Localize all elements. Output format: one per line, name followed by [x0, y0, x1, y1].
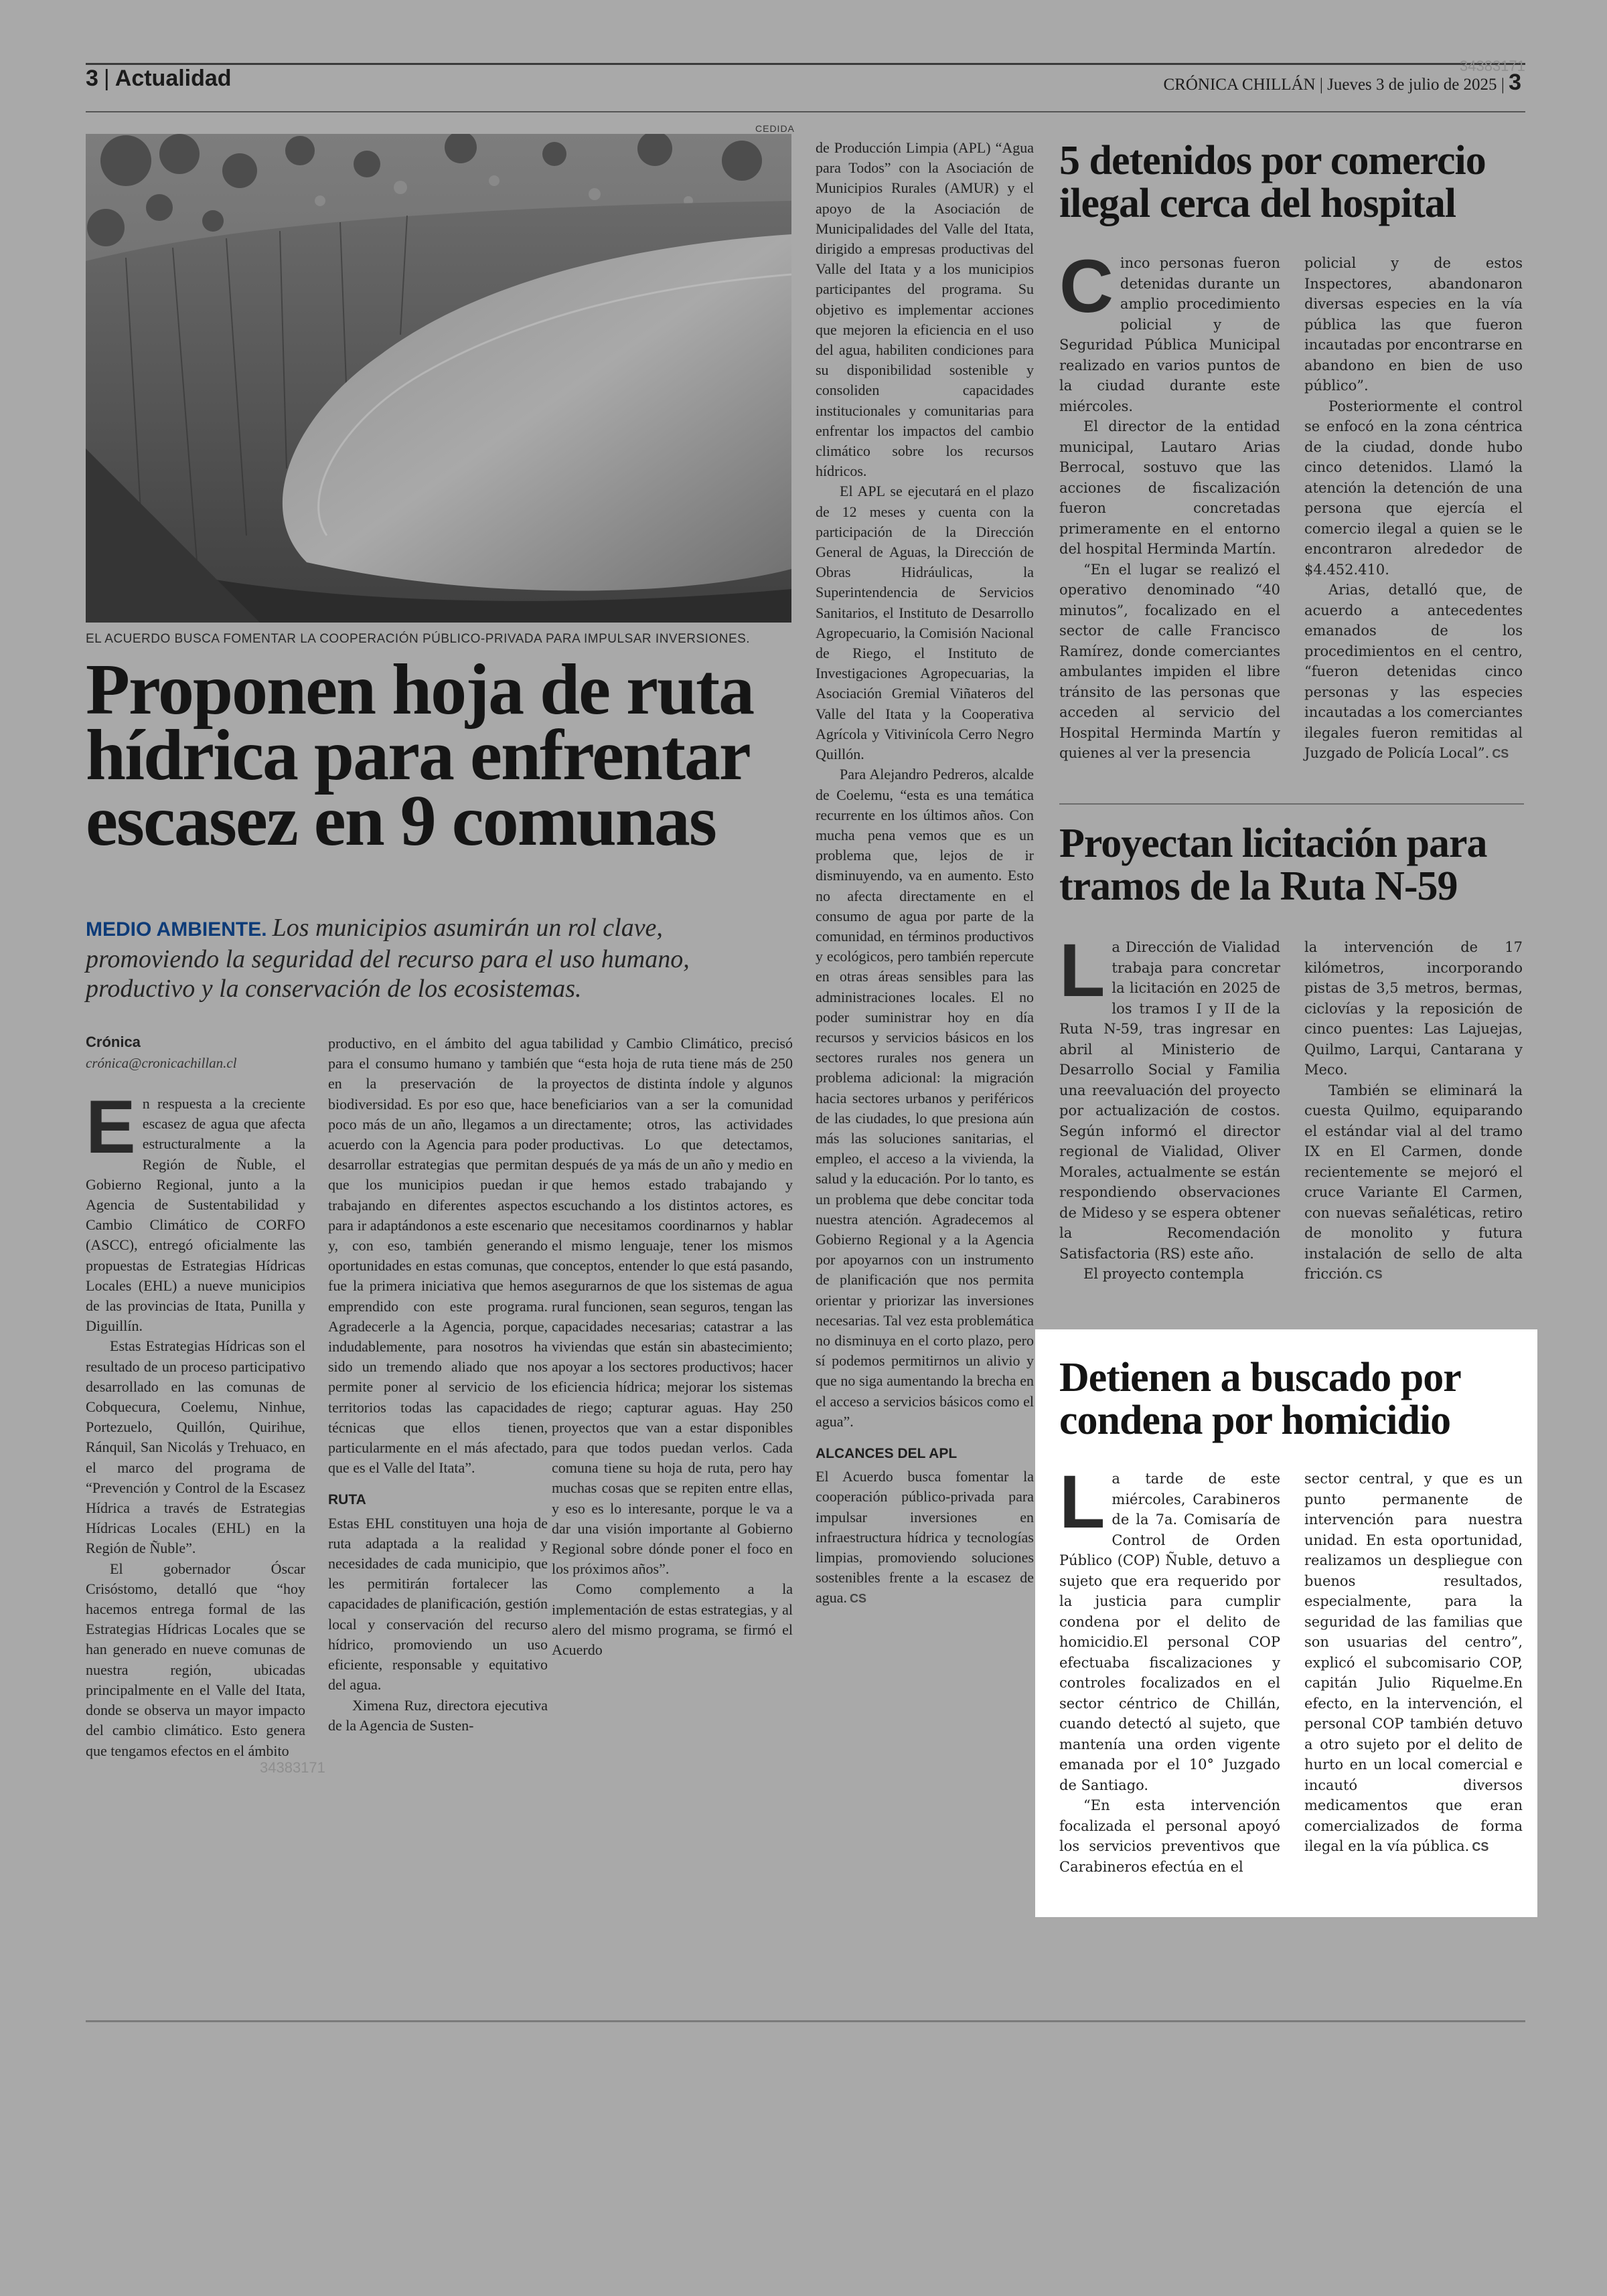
reservoir-photo	[86, 134, 791, 623]
story-divider	[1059, 803, 1524, 805]
subhead-alcances: ALCANCES DEL APL	[816, 1446, 958, 1461]
section-kicker: MEDIO AMBIENTE.	[86, 918, 267, 940]
issue-date: Jueves 3 de julio de 2025	[1327, 76, 1497, 94]
body-paragraph: La Dirección de Vialidad trabaja para concretar la licitación en 2025 de los tramos I y II de la Ruta N-59, tras ingresar en abril al Ministerio de Desarrollo Social y Familia una reevaluación del proyecto por actualización de costos. Según informó el director regional de Vialidad, Oliver Morales, actualmente se están respondiendo observaciones de Mideso y se espera obtener la Recomendación Satisfactoria (RS) este año.	[1059, 928, 1280, 1262]
body-paragraph: Como complemento a la implementación de estas estrategias, y al alero del mismo programa, se firmó el Acuerdo	[552, 1580, 793, 1659]
body-paragraph: El APL se ejecutará en el plazo de 12 meses y cuenta con la participación de la Dirección General de Aguas, la Dirección de Obras Hidráulicas, la Superintendencia de Servicios Sanitarios, el Instituto de Desarrollo Agropecuario, la Comisión Nacional de Riego, el Instituto de Investigaciones Agropecuarias, la Asociación Gremial Viñateros del Valle del Itata y la Cooperativa Agrícola y Vitivinícola Cerro Negro Quillón.	[816, 483, 1034, 763]
main-body-column-2	[328, 1034, 548, 1736]
publication-header: CRÓNICA CHILLÁN | Jueves 3 de julio de 2025 | 3	[1163, 70, 1521, 95]
body-paragraph: tabilidad y Cambio Climático, precisó que “esta hoja de ruta tiene más de 250 proyectos de distinta índole y algunos beneficiarios van a ser la comunidad directamente; otros, las actividades productivas. Lo que detectamos, después de ya más de un año y medio en que hemos estado trabajando y escuchando a los distintos actores, es que necesitamos coordinarnos y hablar el mismo lenguaje, tener los mismos conceptos, entender lo que está pasando, asegurarnos de que los sistemas de agua rural funcionen, sean seguros, tengan las capacidades necesarias; catastrar a las viviendas que están sin abastecimiento; apoyar a los sectores productivos; hacer eficiencia hídrica; mejorar los sistemas de riego; capturar aguas. Hay 250 proyectos que van a estar disponibles para que todos puedan verlos. Cada comuna tiene su hoja de ruta, pero hay muchas cosas que se repiten entre ellas, y eso es lo interesante, porque le va a dar una visión importante al Gobierno Regional sobre dónde poner el foco en los próximos años”.	[552, 1035, 793, 1578]
section-header: 3 | Actualidad	[86, 66, 232, 91]
lede-text: Los municipios asumirán un rol clave, promoviendo la seguridad del recurso para el uso humano, productivo y la conservación de los ecosistemas.	[86, 914, 690, 1003]
body-paragraph: Ximena Ruz, directora ejecutiva de la Agencia de Susten-	[328, 1696, 548, 1734]
main-body-column-1	[86, 1085, 305, 1761]
body-paragraph: la intervención de 17 kilómetros, incorporando pistas de 3,5 metros, bermas, ciclovías y la reposición de cinco puentes: Las Lajuejas, Quilmo, Larqui, Cantarana y Meco.	[1304, 939, 1523, 1078]
body-paragraph: El Acuerdo busca fomentar la cooperación público-privada para impulsar inversiones en infraestructura hídrica y tecnologías limpias, promoviendo soluciones sostenibles frente a la escasez de agua. CS	[816, 1468, 1034, 1607]
page-number-right: 3	[1509, 70, 1521, 95]
footer-rule	[86, 2020, 1525, 2022]
byline: Crónica	[86, 1034, 141, 1050]
photo-caption: EL ACUERDO BUSCA FOMENTAR LA COOPERACIÓN PÚBLICO-PRIVADA PARA IMPULSAR INVERSIONES.	[86, 632, 751, 646]
licitacion-column-1	[1059, 928, 1280, 1285]
detenidos-headline: 5 detenidos por comercio ilegal cerca del hospital	[1059, 138, 1486, 226]
end-mark-icon: CS	[1492, 747, 1509, 760]
body-paragraph: El director de la entidad municipal, Lautaro Arias Berrocal, sostuvo que las acciones de fiscalización fueron concretadas primeramente en el entorno del hospital Herminda Martín.	[1059, 418, 1280, 557]
end-mark-icon: CS	[1365, 1268, 1383, 1281]
body-paragraph: El proyecto contempla	[1083, 1266, 1245, 1282]
document-id-stamp: 34383171	[260, 1759, 325, 1776]
drop-cap: L	[1059, 1460, 1105, 1544]
licitacion-column-2	[1304, 937, 1523, 1285]
body-paragraph: Estas EHL constituyen una hoja de ruta adaptada a la realidad y necesidades de cada municipio, que les permitirán fortalecer las capacidades de planificación, gestión local y conservación del recurso hídrico, promoviendo un uso eficiente, responsable y equitativo del agua.	[328, 1514, 548, 1694]
body-paragraph: La tarde de este miércoles, Carabineros de la 7a. Comisaría de Control de Orden Público (COP) Ñuble, detuvo a sujeto que era requerido por la justicia para cumplir condena por el delito de homicidio.El personal COP efectuaba fiscalizaciones y controles focalizados en el sector céntrico de Chillán, cuando detectó al sujeto, que mantenía una orden vigente emanada por el 10° Juzgado de Santiago.	[1059, 1460, 1280, 1793]
drop-cap: L	[1059, 928, 1105, 1012]
body-paragraph: “En el lugar se realizó el operativo denominado “40 minutos”, focalizado en el sector de calle Francisco Ramírez, donde comerciantes ambulantes impiden el libre tránsito de las personas que acceden al servicio del Hospital Herminda Martín y quienes al ver la presencia	[1059, 561, 1280, 761]
header-top-rule	[86, 63, 1525, 65]
subhead-ruta: RUTA	[328, 1492, 366, 1508]
buscado-column-1	[1059, 1460, 1280, 1877]
body-paragraph: de Producción Limpia (APL) “Agua para Todos” con la Asociación de Municipios Rurales (AMUR) y el apoyo de la Asociación de Municipalidades del Valle del Itata, dirigido a empresas productivas del Valle del Itata y a los municipios participantes del programa. Su objetivo es implementar acciones que mejoren la eficiencia en el uso del agua, habiliten condiciones para su disponibilidad sostenible y consoliden capacidades institucionales y comunitarias para enfrentar los impactos del cambio climático sobre los recursos hídricos.	[816, 139, 1034, 480]
detenidos-column-1	[1059, 244, 1280, 764]
drop-cap: C	[1059, 244, 1114, 328]
document-id-stamp: 34383171	[1460, 58, 1525, 74]
detenidos-column-2	[1304, 253, 1523, 764]
body-paragraph: policial y de estos Inspectores, abandonaron diversas especies en la vía pública las que fueron incautadas por encontrarse en abandono en bien de uso público”.	[1304, 255, 1523, 394]
main-headline: Proponen hoja de ruta hídrica para enfrentar escasez en 9 comunas	[86, 650, 754, 861]
main-body-column-3	[552, 1034, 793, 1660]
photo-credit: CEDIDA	[755, 123, 795, 134]
body-paragraph: El gobernador Óscar Crisóstomo, detalló que “hoy hacemos entrega formal de las Estrategias Hídricas Locales que se han generado en nueve comunas de nuestra región, ubicadas principalmente en el Valle del Itata, donde se observa un mayor impacto del cambio climático. Esto genera que tengamos efectos en el ámbito	[86, 1560, 305, 1759]
body-paragraph: Cinco personas fueron detenidas durante un amplio procedimiento policial y de Seguridad Pública Municipal realizado en varios puntos de la ciudad durante este miércoles.	[1059, 244, 1280, 414]
author-email: crónica@cronicachillan.cl	[86, 1055, 237, 1071]
main-body-column-4	[816, 138, 1034, 1609]
body-paragraph: Para Alejandro Pedreros, alcalde de Coelemu, “esta es una temática recurrente en los últimos años. Con mucha pena vemos que es un problema que, lejos de ir disminuyendo, va en aumento. Esto no afecta directamente en el consumo de agua por parte de la comunidad, en términos productivos y ecológicos, pero también repercute en otras áreas sensibles para las administraciones locales. El no poder suministrar hoy en día recursos y servicios básicos en los sectores rurales nos genera un problema adicional: la migración hacia sectores urbanos y periféricos de las ciudades, lo que presiona aún más las soluciones sanitarias, el empleo, el acceso a la vivienda, la salud y la educación. Por lo tanto, es un problema que debe concitar toda nuestra atención. Agradecemos al Gobierno Regional y a la Agencia por apoyarnos con un instrumento de planificación que nos permita orientar y priorizar las inversiones necesarias. Tal vez esta problemática no disminuya en el corto plazo, pero sí podemos permitirnos un alivio y que no siga aumentando la brecha en el acceso a servicios básicos como el agua”.	[816, 766, 1034, 1430]
body-paragraph: sector central, y que es un punto permanente de intervención para nuestra unidad. En esta oportunidad, realizamos un despliegue con buenos resultados, especialmente, para la seguridad de las familias que son usuarias del centro”, explicó el subcomisario COP, capitán Julio Riquelme.En efecto, en la intervención, el personal COP también detuvo a otro sujeto por el delito de hurto en un local comercial e incautó diversos medicamentos que eran comercializados de forma ilegal en la vía pública. CS	[1304, 1471, 1523, 1854]
body-paragraph: Posteriormente el control se enfocó en la zona céntrica de la ciudad, donde hubo cinco detenidos. Llamó la atención la detención de una persona que ejercía el comercio ilegal a quien se le encontraron alrededor de $4.452.410.	[1304, 398, 1523, 578]
body-paragraph: También se eliminará la cuesta Quilmo, equiparando el estándar vial al del tramo IX en El Carmen, donde recientemente se mejoró el cruce Variante El Carmen, con nuevas señaléticas, retiro de monolito y futura instalación de sello de alta fricción. CS	[1304, 1082, 1523, 1282]
licitacion-headline: Proyectan licitación para tramos de la Ruta N-59	[1059, 821, 1487, 909]
end-mark-icon: CS	[1472, 1840, 1489, 1854]
end-mark-icon: CS	[850, 1592, 867, 1606]
page-number-left: 3	[86, 66, 98, 91]
section-name: Actualidad	[114, 66, 232, 91]
body-paragraph: Arias, detalló que, de acuerdo a antecedentes emanados de los procedimientos en el centro, “fueron detenidas cinco personas y las especies incautadas a los comerciantes ilegales fueron remitidas al Juzgado de Policía Local”. CS	[1304, 582, 1523, 761]
body-paragraph: productivo, en el ámbito del agua para el consumo humano y también en la preservación de la biodiversidad. Es por eso que, hace poco más de un año, llegamos a un acuerdo con la Agencia para poder desarrollar estrategias que permitan que los municipios puedan ir trabajando en diferentes aspectos para ir adaptándonos a este escenario y, con eso, también generando oportunidades en estas comunas, que fue la primera iniciativa que hemos emprendido con este programa. Agradecerle a la Agencia, porque, indudablemente, para nosotros ha sido un tremendo aliado que nos permite poner al servicio de los territorios todas las capacidades técnicas que ellos tienen, particularmente en el más afectado, que es el Valle del Itata”.	[328, 1035, 548, 1477]
body-paragraph: Estas Estrategias Hídricas son el resultado de un proceso participativo desarrollado en las comunas de Cobquecura, Coelemu, Ninhue, Portezuelo, Quillón, Quirihue, Ránquil, San Nicolás y Trehuaco, en el marco del programa de “Prevención y Control de la Escasez Hídrica a través de Estrategias Hídricas Locales (EHL) en la Región de Ñuble”.	[86, 1337, 305, 1557]
header-bottom-rule	[86, 111, 1525, 112]
buscado-headline: Detienen a buscado por condena por homicidio	[1059, 1355, 1460, 1443]
buscado-column-2	[1304, 1469, 1523, 1858]
drop-cap: E	[86, 1085, 136, 1169]
body-paragraph: “En esta intervención focalizada el personal apoyó los servicios preventivos que Carabineros efectúa en el	[1059, 1797, 1280, 1875]
body-paragraph: En respuesta a la creciente escasez de agua que afecta estructuralmente a la Región de Ñuble, el Gobierno Regional, junto a la Agencia de Sustentabilidad y Cambio Climático de CORFO (ASCC), entregó oficialmente las propuestas de Estrategias Hídricas Locales (EHL) a nueve municipios de las provincias de Itata, Punilla y Diguillín.	[86, 1085, 305, 1335]
publication-name: CRÓNICA CHILLÁN	[1163, 76, 1316, 94]
main-lede	[86, 913, 795, 1003]
